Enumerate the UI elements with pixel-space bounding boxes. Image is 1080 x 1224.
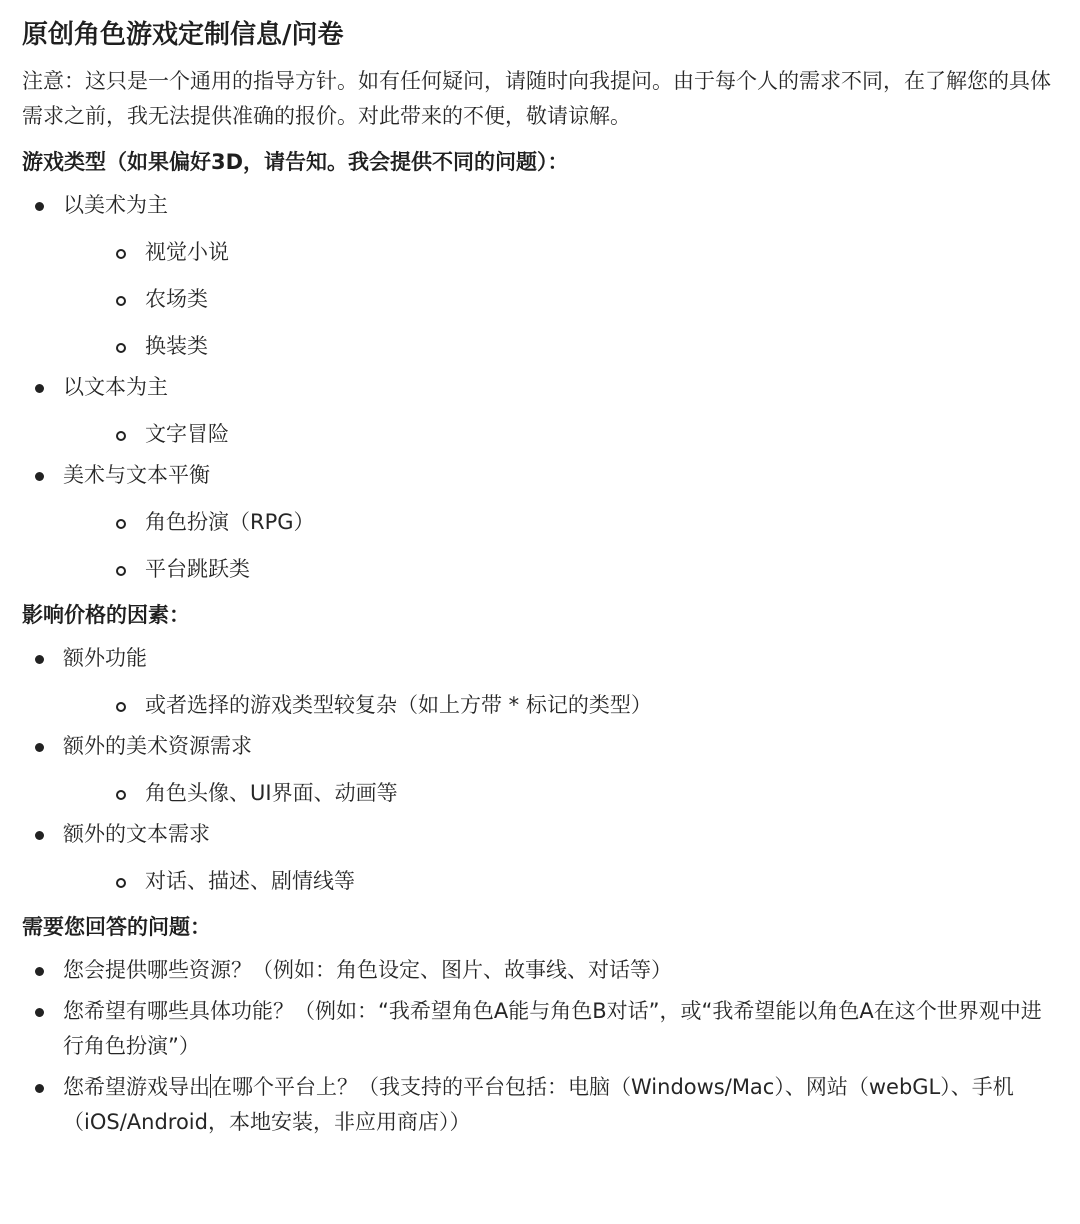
list-item-label: 额外的美术资源需求	[63, 734, 252, 758]
sub-list	[63, 864, 1056, 899]
section-heading-game-type: 游戏类型（如果偏好3D，请告知。我会提供不同的问题）：	[22, 150, 569, 174]
game-type-list	[22, 188, 1056, 587]
sub-list-item-label: 农场类	[145, 287, 208, 311]
sub-list-item	[63, 329, 1056, 364]
sub-list	[63, 505, 1056, 587]
hollow-bullet-icon	[116, 431, 126, 441]
list-item-label: 以美术为主	[63, 193, 168, 217]
list-item-label: 额外功能	[63, 646, 147, 670]
question-item	[22, 953, 1056, 988]
question-item	[22, 994, 1056, 1064]
list-item-label: 额外的文本需求	[63, 822, 210, 846]
sub-list-item-label: 角色扮演（RPG）	[145, 510, 315, 534]
sub-list	[63, 688, 1056, 723]
bullet-icon	[35, 1008, 44, 1017]
sub-list-item-label: 角色头像、UI界面、动画等	[145, 781, 398, 805]
sub-list-item	[63, 552, 1056, 587]
list-item	[22, 188, 1056, 364]
intro-note: 注意：这只是一个通用的指导方针。如有任何疑问，请随时向我提问。由于每个人的需求不同，在了解您的具体需求之前，我无法提供准确的报价。对此带来的不便，敬请谅解。	[22, 69, 1051, 128]
sub-list-item-label: 文字冒险	[145, 422, 229, 446]
bullet-icon	[35, 967, 44, 976]
bullet-icon	[35, 655, 44, 664]
hollow-bullet-icon	[116, 790, 126, 800]
sub-list-item	[63, 864, 1056, 899]
sub-list-item-label: 对话、描述、剧情线等	[145, 869, 355, 893]
price-factors-list	[22, 641, 1056, 899]
sub-list	[63, 776, 1056, 811]
sub-list	[63, 235, 1056, 364]
hollow-bullet-icon	[116, 249, 126, 259]
bullet-icon	[35, 472, 44, 481]
bullet-icon	[35, 831, 44, 840]
hollow-bullet-icon	[116, 519, 126, 529]
list-item	[22, 458, 1056, 587]
sub-list-item	[63, 776, 1056, 811]
hollow-bullet-icon	[116, 878, 126, 888]
sub-list-item	[63, 505, 1056, 540]
hollow-bullet-icon	[116, 566, 126, 576]
sub-list-item-label: 视觉小说	[145, 240, 229, 264]
questions-list	[22, 953, 1056, 1140]
sub-list-item	[63, 688, 1056, 723]
list-item	[22, 817, 1056, 899]
bullet-icon	[35, 743, 44, 752]
question-text-before-caret[interactable]: 您希望游戏导出	[63, 1075, 210, 1099]
page-title: 原创角色游戏定制信息/问卷	[22, 20, 344, 50]
hollow-bullet-icon	[116, 702, 126, 712]
list-item	[22, 729, 1056, 811]
sub-list-item-label: 换装类	[145, 334, 208, 358]
section-heading-price-factors: 影响价格的因素：	[22, 603, 190, 627]
list-item-label: 美术与文本平衡	[63, 463, 210, 487]
list-item	[22, 370, 1056, 452]
question-item[interactable]	[22, 1070, 1056, 1140]
list-item-label: 以文本为主	[63, 375, 168, 399]
sub-list-item-label: 或者选择的游戏类型较复杂（如上方带 * 标记的类型）	[145, 693, 652, 717]
sub-list-item	[63, 417, 1056, 452]
hollow-bullet-icon	[116, 343, 126, 353]
list-item	[22, 641, 1056, 723]
question-text: 您希望有哪些具体功能？（例如：“我希望角色A能与角色B对话”，或“我希望能以角色A在这个世界观中进行角色扮演”）	[63, 999, 1042, 1058]
bullet-icon	[35, 1084, 44, 1093]
sub-list	[63, 417, 1056, 452]
bullet-icon	[35, 384, 44, 393]
sub-list-item	[63, 282, 1056, 317]
question-text-after-caret[interactable]: 在哪个平台上？（我支持的平台包括：电脑（Windows/Mac）、网站（webGL）、手机（iOS/Android，本地安装，非应用商店））	[63, 1075, 1014, 1134]
sub-list-item-label: 平台跳跃类	[145, 557, 250, 581]
question-text: 您会提供哪些资源？（例如：角色设定、图片、故事线、对话等）	[63, 958, 672, 982]
sub-list-item	[63, 235, 1056, 270]
section-heading-questions: 需要您回答的问题：	[22, 915, 211, 939]
hollow-bullet-icon	[116, 296, 126, 306]
bullet-icon	[35, 202, 44, 211]
